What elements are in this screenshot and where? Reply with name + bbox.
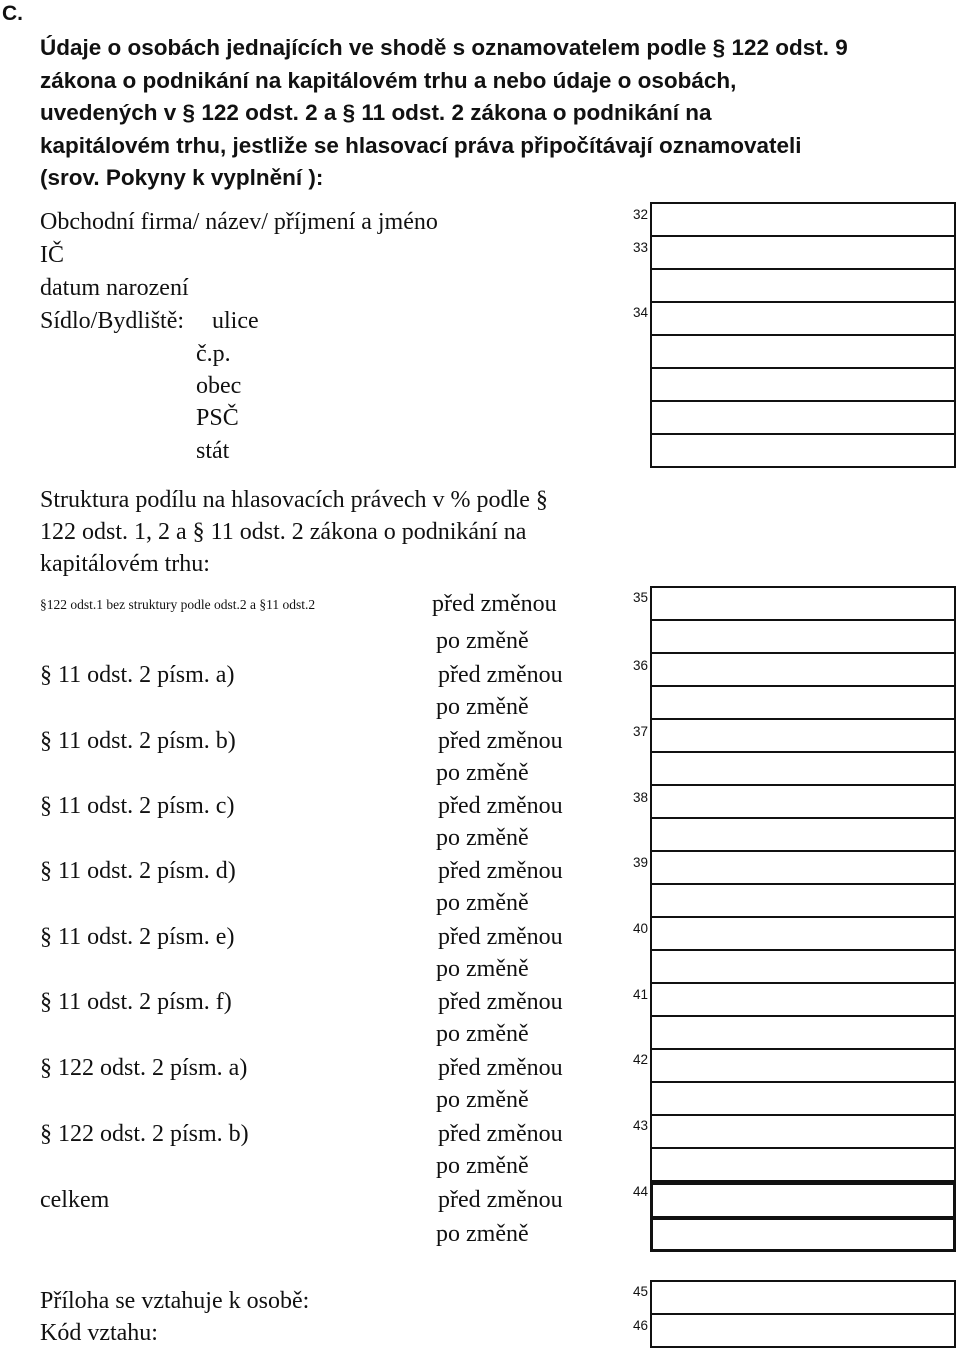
value-field-40-after[interactable] — [652, 951, 954, 984]
field-number: 37 — [632, 724, 648, 739]
value-field-40-before[interactable] — [652, 918, 954, 951]
before-change-label: před změnou — [438, 1121, 563, 1147]
value-field-41-before[interactable] — [652, 984, 954, 1017]
field-number: 38 — [632, 790, 648, 805]
seat-label: Sídlo/Bydliště: — [40, 308, 185, 334]
field-number: 32 — [632, 207, 648, 222]
total-field-after[interactable] — [653, 1220, 953, 1249]
after-change-label: po změně — [436, 825, 529, 851]
heading-line: kapitálovém trhu, jestliže se hlasovací práva připočítávají oznamovateli — [40, 132, 802, 158]
value-field-35-after[interactable] — [652, 621, 954, 654]
value-field-42-before[interactable] — [652, 1050, 954, 1083]
identity-fields-box — [650, 202, 956, 468]
row-label: § 11 odst. 2 písm. a) — [40, 662, 235, 688]
row-label: § 11 odst. 2 písm. e) — [40, 924, 235, 950]
after-change-label: po změně — [436, 760, 529, 786]
field-number: 34 — [632, 305, 648, 320]
before-change-label: před změnou — [438, 662, 563, 688]
total-field-before[interactable] — [653, 1185, 953, 1220]
value-field-36-after[interactable] — [652, 687, 954, 720]
state-field[interactable] — [652, 435, 954, 466]
value-field-41-after[interactable] — [652, 1017, 954, 1050]
before-change-label: před změnou — [438, 793, 563, 819]
row-label-122-base: §122 odst.1 bez struktury podle odst.2 a §11 odst.2 — [40, 597, 316, 612]
field-number: 42 — [632, 1052, 648, 1067]
value-field-39-before[interactable] — [652, 852, 954, 885]
after-change-label: po změně — [436, 1221, 529, 1247]
structure-intro-line: 122 odst. 1, 2 a § 11 odst. 2 zákona o podnikání na — [40, 519, 527, 545]
relation-code-field[interactable] — [652, 1315, 954, 1346]
row-label: § 11 odst. 2 písm. c) — [40, 793, 235, 819]
row-label: § 11 odst. 2 písm. d) — [40, 858, 236, 884]
value-field-35-before[interactable] — [652, 588, 954, 621]
house-number-label: č.p. — [196, 341, 231, 367]
row-label: § 11 odst. 2 písm. f) — [40, 989, 232, 1015]
value-field-37-before[interactable] — [652, 720, 954, 753]
birth-date-label: datum narození — [40, 275, 189, 301]
before-change-label: před změnou — [432, 591, 557, 617]
section-heading — [40, 32, 920, 195]
field-number: 33 — [632, 240, 648, 255]
firm-name-label: Obchodní firma/ název/ příjmení a jméno — [40, 209, 438, 235]
structure-intro-line: Struktura podílu na hlasovacích právech v % podle § — [40, 487, 548, 513]
value-field-37-after[interactable] — [652, 753, 954, 786]
before-change-label: před změnou — [438, 989, 563, 1015]
attachment-person-field[interactable] — [652, 1282, 954, 1315]
relation-code-label: Kód vztahu: — [40, 1320, 158, 1346]
heading-line: zákona o podnikání na kapitálovém trhu a nebo údaje o osobách, — [40, 67, 737, 93]
value-field-43-after[interactable] — [652, 1149, 954, 1180]
field-number: 43 — [632, 1118, 648, 1133]
before-change-label: před změnou — [438, 924, 563, 950]
field-number: 35 — [632, 590, 648, 605]
city-field[interactable] — [652, 369, 954, 402]
after-change-label: po změně — [436, 956, 529, 982]
before-change-label: před změnou — [438, 728, 563, 754]
state-label: stát — [196, 438, 230, 464]
ic-label: IČ — [40, 242, 64, 268]
row-label: § 122 odst. 2 písm. b) — [40, 1121, 249, 1147]
birth-date-field[interactable] — [652, 270, 954, 303]
field-number: 36 — [632, 658, 648, 673]
value-field-39-after[interactable] — [652, 885, 954, 918]
footer-fields-box — [650, 1280, 956, 1348]
row-label: § 122 odst. 2 písm. a) — [40, 1055, 248, 1081]
after-change-label: po změně — [436, 1087, 529, 1113]
house-number-field[interactable] — [652, 336, 954, 369]
street-field[interactable] — [652, 303, 954, 336]
field-number: 40 — [632, 921, 648, 936]
after-change-label: po změně — [436, 694, 529, 720]
section-letter: C. — [2, 2, 23, 25]
heading-line: uvedených v § 122 odst. 2 a § 11 odst. 2 zákona o podnikání na — [40, 100, 712, 125]
field-number: 44 — [632, 1184, 648, 1199]
row-label-total: celkem — [40, 1187, 110, 1213]
attachment-label: Příloha se vztahuje k osobě: — [40, 1288, 310, 1314]
value-field-43-before[interactable] — [652, 1116, 954, 1149]
firm-name-field[interactable] — [652, 204, 954, 237]
ic-field[interactable] — [652, 237, 954, 270]
value-field-38-before[interactable] — [652, 786, 954, 819]
before-change-label: před změnou — [438, 1187, 563, 1213]
value-field-38-after[interactable] — [652, 819, 954, 852]
after-change-label: po změně — [436, 1021, 529, 1047]
after-change-label: po změně — [436, 628, 529, 654]
after-change-label: po změně — [436, 1153, 529, 1179]
city-label: obec — [196, 373, 242, 399]
postal-code-field[interactable] — [652, 402, 954, 435]
structure-fields-box — [650, 586, 956, 1182]
field-number: 39 — [632, 855, 648, 870]
after-change-label: po změně — [436, 890, 529, 916]
postal-code-label: PSČ — [196, 405, 239, 431]
before-change-label: před změnou — [438, 1055, 563, 1081]
field-number: 46 — [632, 1318, 648, 1333]
field-number: 41 — [632, 987, 648, 1002]
row-label: § 11 odst. 2 písm. b) — [40, 728, 236, 754]
field-number: 45 — [632, 1284, 648, 1299]
before-change-label: před změnou — [438, 858, 563, 884]
value-field-36-before[interactable] — [652, 654, 954, 687]
street-label: ulice — [212, 308, 259, 334]
total-fields-box — [650, 1182, 956, 1252]
structure-intro-line: kapitálovém trhu: — [40, 551, 210, 577]
heading-line: (srov. Pokyny k vyplnění ): — [40, 165, 324, 190]
heading-line: Údaje o osobách jednajících ve shodě s oznamovatelem podle § 122 odst. 9 — [40, 35, 848, 60]
value-field-42-after[interactable] — [652, 1083, 954, 1116]
